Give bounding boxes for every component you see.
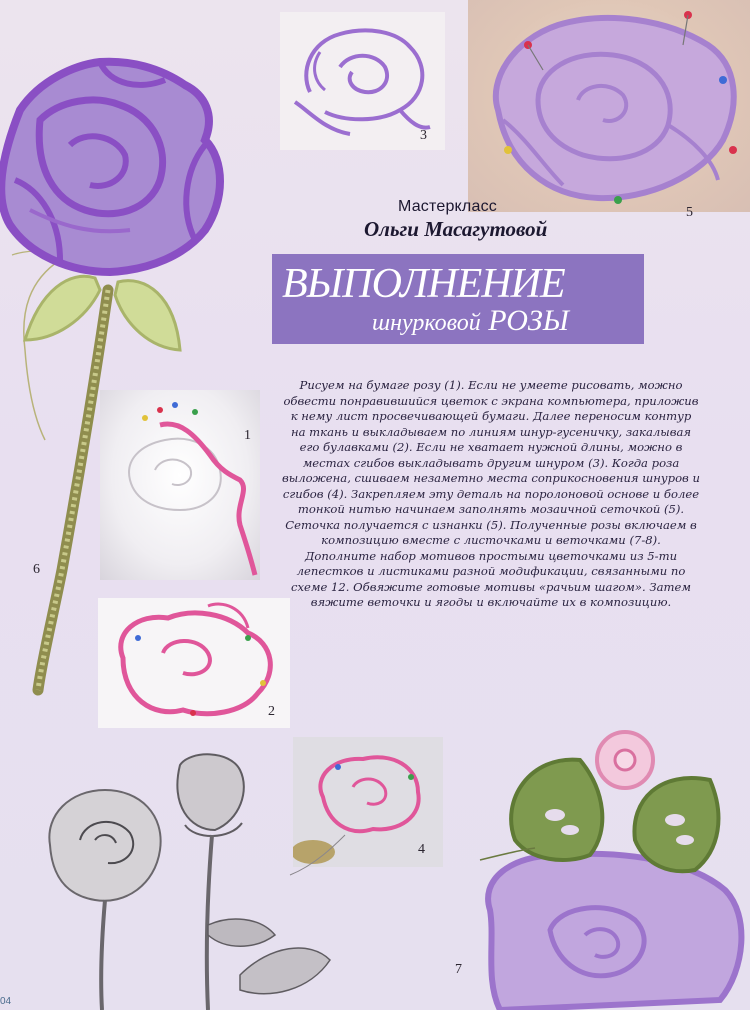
figure-number-7: 7 [455, 962, 462, 977]
pencil-rose-drawings [30, 745, 350, 1010]
photo-rose-composition-7 [470, 730, 750, 1010]
figure-number-3: 3 [420, 128, 427, 143]
figure-number-6: 6 [33, 562, 40, 577]
photo-rose-drawing-1 [100, 390, 260, 580]
title-word-rose: РОЗЫ [488, 304, 569, 337]
figure-number-5: 5 [686, 205, 693, 220]
page-number: 04 [0, 996, 12, 1007]
title-line-2 [372, 304, 569, 338]
author-name: Ольги Масагутовой [364, 217, 548, 241]
masterclass-label: Мастеркласс [398, 198, 497, 215]
article-body [282, 378, 700, 611]
figure-number-1: 1 [244, 428, 251, 443]
figure-number-4: 4 [418, 842, 425, 857]
title-line-1: ВЫПОЛНЕНИЕ [282, 261, 565, 307]
photo-pink-cord-rose-2 [98, 598, 290, 728]
title-banner [272, 254, 644, 344]
body-paragraph-1: Рисуем на бумаге розу (1). Если не умеете рисовать, можно обвести понравившийся цветок с экрана компьютера, приложив к нему лист просвечивающей бумаги. Далее переносим контур на ткань и выкладываем по линиям шнур-гусеничку, закалывая его булавками (2). Если не хватает нужной длины, можно в местах сгибов выкладывать другим шнуром (3). Когда роза выложена, сшиваем незаметно места соприкосновения шнуров и сгибов (4). Закрепляем эту деталь на поролоновой основе и более тонкой нитью начинаем заполнять мозаичной сеточкой (5). Сеточка получается с изнанки (5). Полученные розы включаем в композицию вместе с листочками и веточками (7-8). [282, 378, 700, 547]
figure-number-2: 2 [268, 704, 275, 719]
photo-lilac-rose-mesh-5 [468, 0, 750, 212]
body-paragraph-2: Дополните набор мотивов простыми цветочками из 5-ти лепестков и листиками разной модификации, связанными по схеме 12. Обвяжите готовые мотивы «рачьим шагом». Затем вяжите веточки и ягоды и включайте их в композицию. [291, 548, 691, 609]
title-word-lace: шнурковой [372, 310, 481, 336]
